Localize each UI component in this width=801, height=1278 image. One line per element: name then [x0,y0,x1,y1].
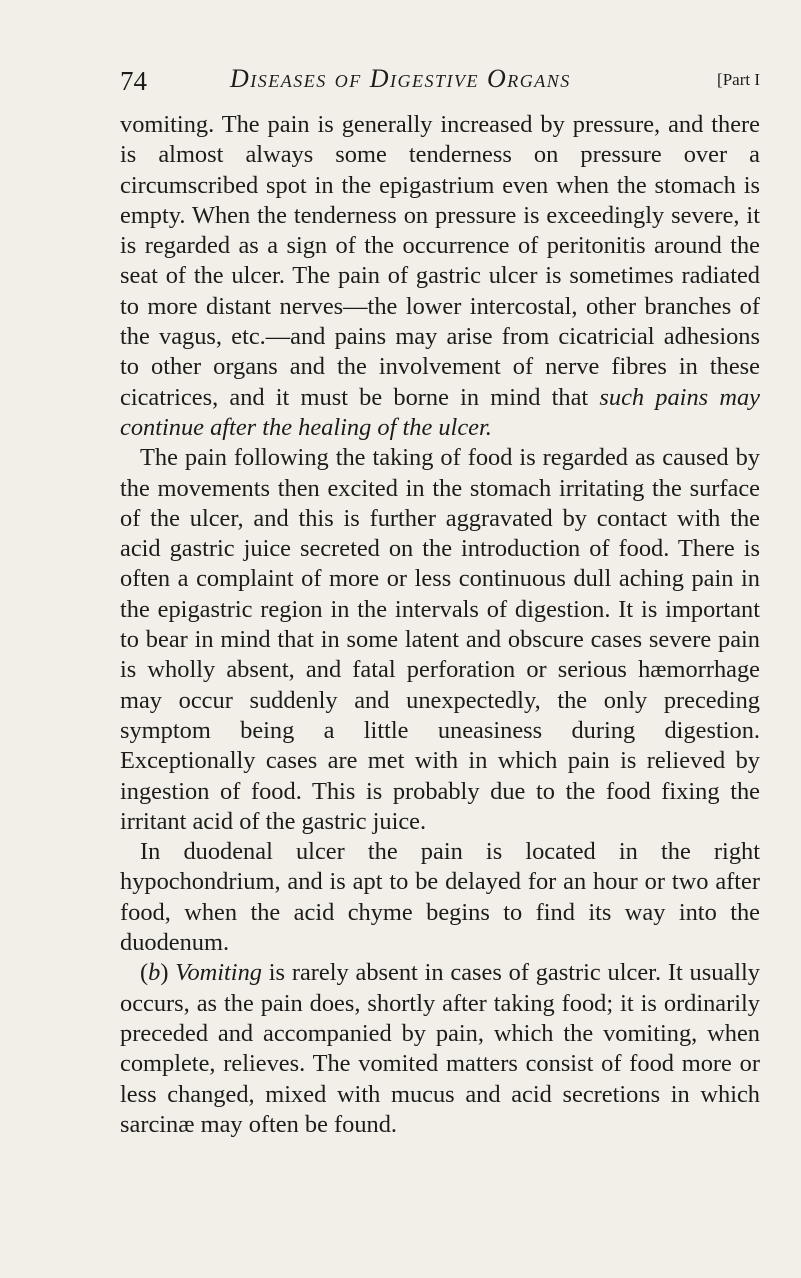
page-header [120,64,760,94]
text-run: The pain following the taking of food is regarded as caused by the movements then excited in the stomach irritating the surface of the ulcer, and this is further aggravated by contact with the acid gastric juice secreted on the introduction of food. There is often a complaint of more or less continuous dull aching pain in the epigastric region in the intervals of digestion. It is important to bear in mind that in some latent and obscure cases severe pain is wholly absent, and fatal perforation or serious hæmorrhage may occur suddenly and unexpectedly, the only preceding symptom being a little uneasiness during digestion. Exceptionally cases are met with in which pain is relieved by ingestion of food. This is probably due to the food fixing the irritant acid of the gastric juice. [120,444,760,835]
paragraph [120,837,760,958]
paragraph [120,958,760,1140]
text-run: is rarely absent in cases of gastric ulcer. It usually occurs, as the pain does, shortly after taking food; it is ordinarily preceded and accompanied by pain, which the vomiting, when complete, relieves. The vomited matters consist of food more or less changed, mixed with mucus and acid secretions in which sarcinæ may often be found. [120,959,760,1138]
paragraph [120,443,760,837]
text-run: In duodenal ulcer the pain is located in the right hypochondrium, and is apt to be delayed for an hour or two after food, when the acid chyme begins to find its way into the duodenum. [120,838,760,957]
text-run: ) [160,959,176,987]
part-label: [Part I [717,70,760,89]
text-run: ( [140,959,149,987]
running-title: Diseases of Digestive Organs [230,64,571,93]
paragraph [120,110,760,443]
page-number: 74 [120,66,147,96]
italic-text-run: Vomiting [175,959,262,987]
italic-text-run: such pains may continue after the healing of the ulcer. [120,383,760,441]
text-run: vomiting. The pain is generally increased by pressure, and there is almost always some tenderness on pressure over a circumscribed spot in the epigastrium even when the stomach is empty. When the tenderness on pressure is exceedingly severe, it is regarded as a sign of the occurrence of peritonitis around the seat of the ulcer. The pain of gastric ulcer is sometimes radiated to more distant nerves—the lower intercostal, other branches of the vagus, etc.—and pains may arise from cicatricial adhesions to other organs and the involvement of nerve fibres in these cicatrices, and it must be borne in mind that [120,111,760,411]
italic-text-run: b [148,959,161,987]
body-text [120,110,760,1140]
